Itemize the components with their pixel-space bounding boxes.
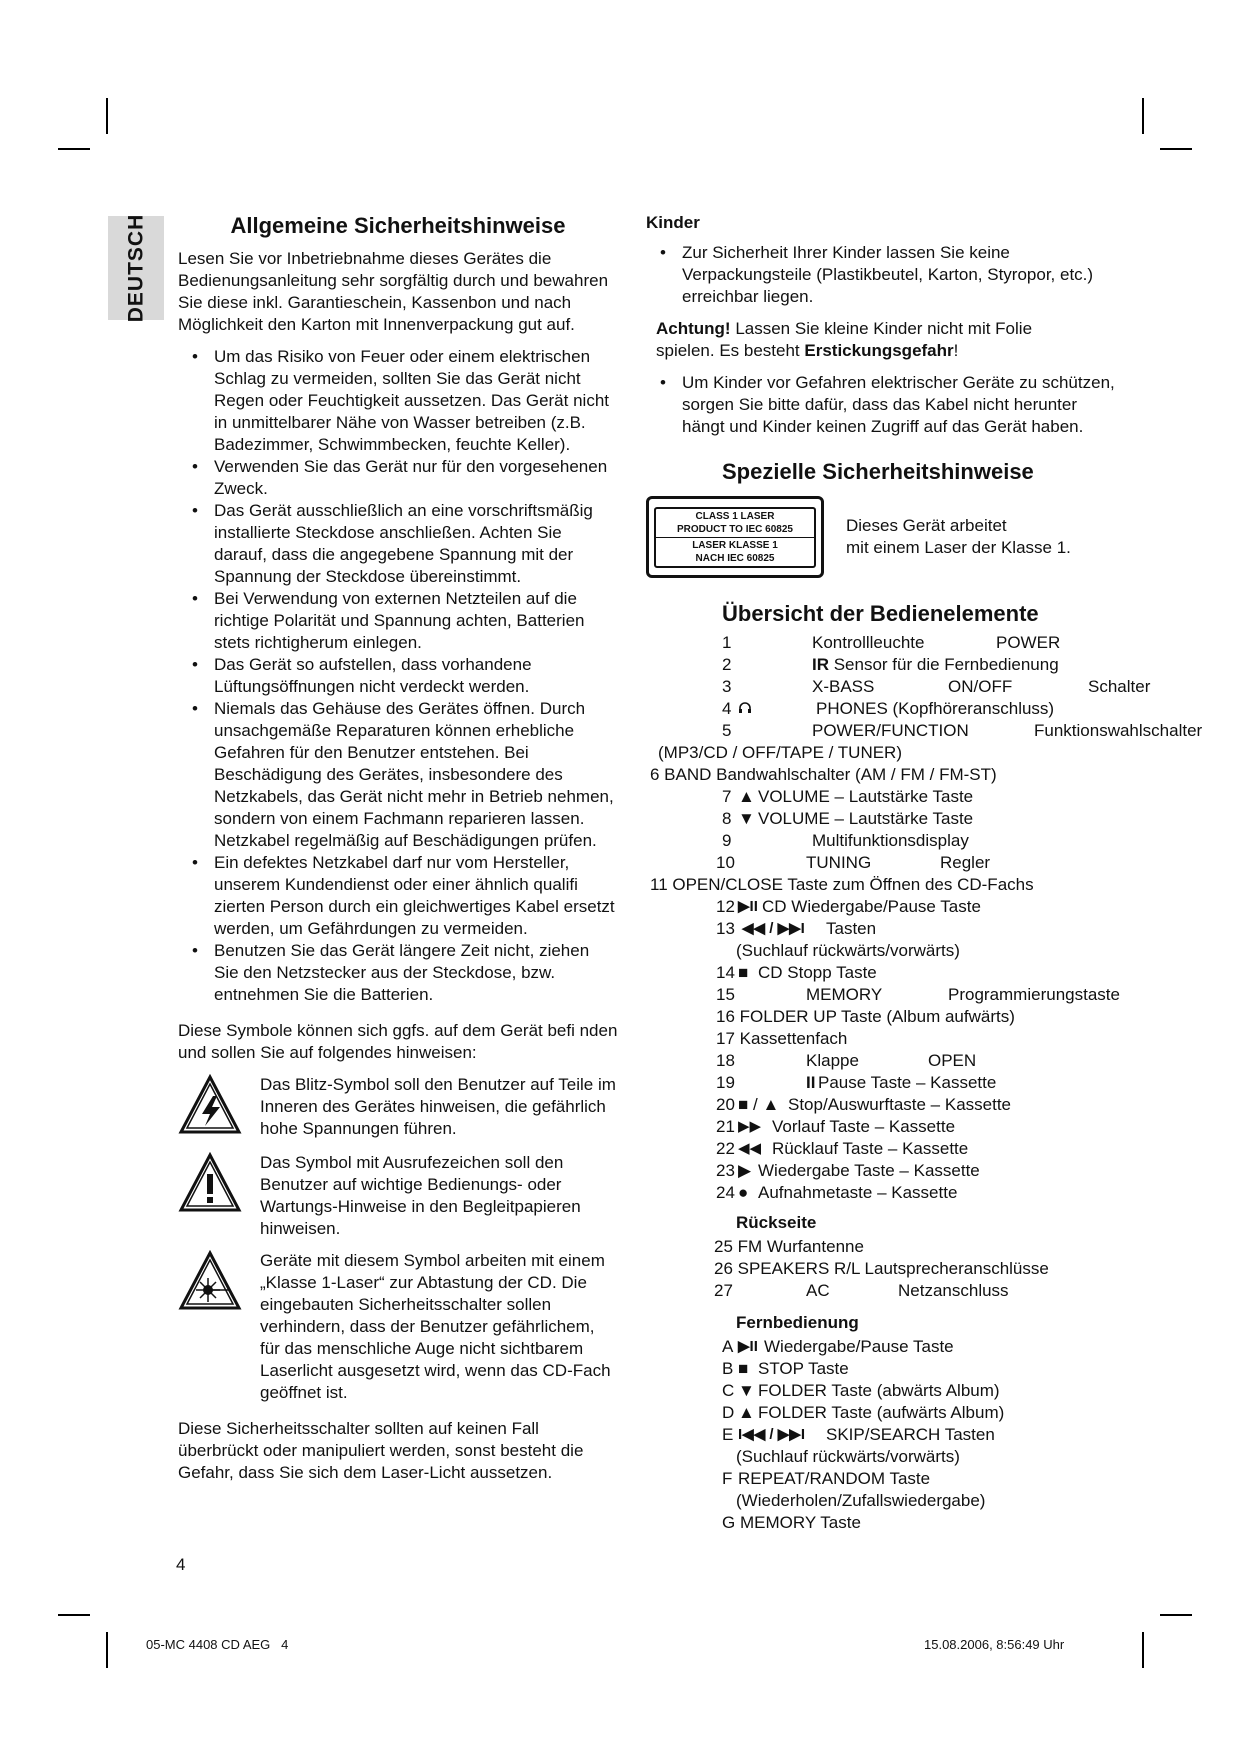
remote-letter: C <box>722 1381 735 1400</box>
rear-row: 26 SPEAKERS R/L Lautsprecheranschlüsse <box>714 1259 1049 1278</box>
laser-class-label <box>646 496 824 578</box>
crop-mark <box>1142 1632 1144 1668</box>
crop-mark <box>1142 98 1144 134</box>
exclamation-warning-icon <box>178 1152 248 1240</box>
overview-title: Übersicht der Bedienelemente <box>722 601 1039 626</box>
remote-label: FOLDER Taste (aufwärts Album) <box>758 1403 1005 1422</box>
remote-label: REPEAT/RANDOM Taste <box>738 1469 931 1488</box>
control-row: 6 BAND Bandwahlschalter (AM / FM / FM-ST) <box>650 765 997 784</box>
laser-label-line: CLASS 1 LASER <box>695 510 775 522</box>
control-number: 14 <box>716 963 735 982</box>
symbols-intro: Diese Symbole können sich ggfs. auf dem Gerät befi nden und sollen Sie auf folgendes hinweisen: <box>178 1021 618 1062</box>
right-column <box>646 212 1226 1552</box>
pause-icon: II <box>806 1073 816 1092</box>
achtung-label: Achtung! <box>656 319 731 338</box>
safety-bullet: • Bei Verwendung von externen Netzteilen auf die richtige Polarität und Spannung achten, Batterien stets richtigherum einlegen. <box>178 588 618 654</box>
control-extra: Netzanschluss <box>898 1281 1009 1300</box>
control-label: Klappe <box>806 1051 859 1070</box>
control-continuation: (Suchlauf rückwärts/vorwärts) <box>736 941 960 960</box>
crop-mark <box>58 148 90 150</box>
laser-label-line: LASER KLASSE 1 <box>692 539 778 551</box>
play-pause-icon: ▶II <box>738 1338 758 1355</box>
folder-up-icon: ▲ <box>738 1403 755 1422</box>
achtung-note <box>646 318 1086 362</box>
control-number: 27 <box>714 1281 733 1300</box>
general-safety-title: Allgemeine Sicherheitshinweise <box>230 213 566 238</box>
symbol-text: Geräte mit diesem Symbol arbeiten mit einem „Klasse 1-Laser“ zur Abtastung der CD. Die eingebauten Sicherheitsschalter sollen verhindern, dass der Benutzer gefährlichem, für das menschliche Auge nicht sichtbarem Laserlicht ausgesetzt wird, wenn das CD-Fach geöffnet ist. <box>260 1251 611 1402</box>
control-label: POWER/FUNCTION <box>812 721 969 740</box>
safety-bullet: • Ein defektes Netzkabel darf nur vom Hersteller, unserem Kundendienst oder einer ähnlich qualifi zierten Person durch ein gleichwertiges Kabel ersetzt werden, um Gefährdungen zu vermeiden. <box>178 852 618 940</box>
control-label: Kontrollleuchte <box>812 633 925 652</box>
control-label: Aufnahmetaste – Kassette <box>758 1183 958 1202</box>
control-number: 15 <box>716 985 735 1004</box>
remote-label: Wiedergabe/Pause Taste <box>764 1337 954 1356</box>
safety-bullet: • Niemals das Gehäuse des Gerätes öffnen. Durch unsachgemäße Reparaturen können erhebliche Gefahren für den Benutzer entstehen. Bei Beschädigung des Gerätes, insbesondere des Netzkabels, das Gerät nicht mehr in Betrieb nehmen, sondern von einem Fachmann reparieren lassen. Netzkabel regelmäßig auf Beschädigungen prüfen. <box>178 698 618 852</box>
volume-up-icon: ▲ <box>738 787 755 806</box>
left-column <box>178 212 618 1484</box>
control-label: TUNING <box>806 853 872 872</box>
crop-mark <box>1160 148 1192 150</box>
skip-icons: ◀◀ / ▶▶I <box>742 920 805 937</box>
symbol-row <box>178 1152 618 1240</box>
control-row: 17 Kassettenfach <box>716 1029 848 1048</box>
remote-label: SKIP/SEARCH Tasten <box>826 1425 995 1444</box>
stop-icon: ■ <box>738 1359 749 1378</box>
control-label: Vorlauf Taste – Kassette <box>772 1117 956 1136</box>
control-number: 23 <box>716 1161 735 1180</box>
control-extra: Programmierungstaste <box>948 985 1120 1004</box>
control-number: 13 <box>716 919 735 938</box>
control-continuation: (MP3/CD / OFF/TAPE / TUNER) <box>658 743 902 762</box>
language-tab-label: DEUTSCH <box>124 213 148 323</box>
laser-label-line: PRODUCT TO IEC 60825 <box>677 523 793 535</box>
ir-text: Sensor für die Fernbedienung <box>829 655 1059 674</box>
laser-warning-icon <box>178 1250 248 1404</box>
crop-mark <box>1160 1614 1192 1616</box>
control-number: 5 <box>722 721 732 740</box>
volume-down-icon: ▼ <box>738 809 755 828</box>
remote-letter: E <box>722 1425 734 1444</box>
remote-heading: Fernbedienung <box>736 1313 859 1332</box>
control-number: 2 <box>722 655 732 674</box>
play-pause-icon: ▶II <box>738 898 758 915</box>
remote-continuation: (Wiederholen/Zufallswiedergabe) <box>736 1491 986 1510</box>
kinder-heading: Kinder <box>646 213 700 232</box>
controls-list <box>646 632 1226 1552</box>
language-tab <box>108 213 164 323</box>
remote-letter: D <box>722 1403 735 1422</box>
control-label: Tasten <box>826 919 877 938</box>
safety-bullet: • Verwenden Sie das Gerät nur für den vorgesehenen Zweck. <box>178 456 618 500</box>
stop-icon: ■ <box>738 963 749 982</box>
kinder-bullet: • Um Kinder vor Gefahren elektrischer Geräte zu schützen, sorgen Sie bitte dafür, dass das Kabel nicht herunter hängt und Kinder keinen Zugriff auf das Gerät haben. <box>646 372 1122 438</box>
crop-mark <box>58 1614 90 1616</box>
remote-continuation: (Suchlauf rückwärts/vorwärts) <box>736 1447 960 1466</box>
control-number: 3 <box>722 677 732 696</box>
folder-down-icon: ▼ <box>738 1381 755 1400</box>
achtung-bold: Erstickungsgefahr <box>804 341 954 360</box>
control-number: 22 <box>716 1139 735 1158</box>
control-number: 9 <box>722 831 732 850</box>
control-label: VOLUME – Lautstärke Taste <box>758 787 974 806</box>
control-label: Pause Taste – Kassette <box>818 1073 997 1092</box>
remote-label: FOLDER Taste (abwärts Album) <box>758 1381 1000 1400</box>
remote-letter: G <box>722 1513 736 1532</box>
remote-label: MEMORY Taste <box>740 1513 861 1532</box>
control-number: 7 <box>722 787 732 806</box>
crop-mark <box>106 1632 108 1668</box>
safety-bullet: • Benutzen Sie das Gerät längere Zeit nicht, ziehen Sie den Netzstecker aus der Steckdose, bzw. entnehmen Sie die Batterien. <box>178 940 618 1006</box>
control-label: CD Wiedergabe/Pause Taste <box>762 897 981 916</box>
control-label: CD Stopp Taste <box>758 963 877 982</box>
control-number: 21 <box>716 1117 735 1136</box>
remote-letter: F <box>722 1469 733 1488</box>
lightning-warning-icon <box>178 1074 248 1142</box>
laser-label-line: NACH IEC 60825 <box>695 552 775 564</box>
laser-text-line: mit einem Laser der Klasse 1. <box>846 538 1071 557</box>
achtung-end: ! <box>953 341 959 360</box>
remote-letter: A <box>722 1337 734 1356</box>
control-label: Rücklauf Taste – Kassette <box>772 1139 969 1158</box>
control-label: MEMORY <box>806 985 883 1004</box>
control-label <box>812 654 1059 676</box>
intro-paragraph: Lesen Sie vor Inbetriebnahme dieses Gerätes die Bedienungsanleitung sehr sorgfältig durch und bewahren Sie diese inkl. Garantieschein, Kassenbon und nach Möglichkeit den Karton mit Innenverpackung gut auf. <box>178 249 609 334</box>
control-label: Wiedergabe Taste – Kassette <box>758 1161 980 1180</box>
control-number: 12 <box>716 897 735 916</box>
achtung-text: Lassen Sie kleine Kinder nicht mit Folie spielen. Es besteht <box>656 319 1033 360</box>
safety-bullet: • Das Gerät so aufstellen, dass vorhandene Lüftungsöffnungen nicht verdeckt werden. <box>178 654 618 698</box>
control-label: Stop/Auswurftaste – Kassette <box>788 1095 1012 1114</box>
headphones-icon <box>738 699 752 721</box>
record-icon: ● <box>738 1183 749 1202</box>
page-number: 4 <box>176 1555 186 1574</box>
symbol-row <box>178 1074 618 1142</box>
safety-bullet: • Das Gerät ausschließlich an eine vorschriftsmäßig installierte Steckdose anschließen. Achten Sie darauf, dass die angegebene Spannung mit der Spannung der Steckdose übereinstimmt. <box>178 500 618 588</box>
remote-label: STOP Taste <box>758 1359 849 1378</box>
ir-label: IR <box>812 655 829 674</box>
control-label: AC <box>806 1281 830 1300</box>
control-number: 24 <box>716 1183 735 1202</box>
control-number: 1 <box>722 633 732 652</box>
rear-heading: Rückseite <box>736 1213 817 1232</box>
crop-mark <box>106 98 108 134</box>
symbol-row <box>178 1250 618 1404</box>
stop-eject-icon: ■ / ▲ <box>738 1095 780 1114</box>
footer-right: 15.08.2006, 8:56:49 Uhr <box>924 1637 1065 1652</box>
laser-text <box>846 515 1071 559</box>
symbol-text: Das Symbol mit Ausrufezeichen soll den Benutzer auf wichtige Bedienungs- oder Wartungs-Hinweise in den Begleitpapieren hinweisen. <box>260 1153 581 1238</box>
control-extra: POWER <box>996 633 1061 652</box>
footer-left: 05-MC 4408 CD AEG 4 <box>146 1637 289 1652</box>
control-label: X-BASS <box>812 677 875 696</box>
laser-text-line: Dieses Gerät arbeitet <box>846 516 1007 535</box>
special-safety-title: Spezielle Sicherheitshinweise <box>722 459 1034 484</box>
control-number: 10 <box>716 853 735 872</box>
kinder-bullet: • Zur Sicherheit Ihrer Kinder lassen Sie keine Verpackungsteile (Plastikbeutel, Karton, Styropor, etc.) erreichbar liegen. <box>646 242 1122 308</box>
control-number: 18 <box>716 1051 735 1070</box>
fast-forward-icon: ▶▶ <box>738 1118 762 1135</box>
outro-paragraph: Diese Sicherheitsschalter sollten auf keinen Fall überbrückt oder manipuliert werden, sonst besteht die Gefahr, dass Sie sich dem Laser-Licht aussetzen. <box>178 1419 584 1482</box>
remote-letter: B <box>722 1359 734 1378</box>
symbol-text: Das Blitz-Symbol soll den Benutzer auf Teile im Inneren des Gerätes hinweisen, die gefährlich hohe Spannungen führen. <box>260 1075 616 1138</box>
control-extra: OPEN <box>928 1051 977 1070</box>
skip-search-icons: I◀◀ / ▶▶I <box>738 1426 805 1443</box>
control-row: 16 FOLDER UP Taste (Album aufwärts) <box>716 1007 1015 1026</box>
control-number: 4 <box>722 699 732 718</box>
rewind-icon: ◀◀ <box>738 1140 762 1157</box>
control-number: 8 <box>722 809 732 828</box>
safety-bullet-list <box>178 346 618 1006</box>
safety-bullet: • Um das Risiko von Feuer oder einem elektrischen Schlag zu vermeiden, sollten Sie das Gerät nicht Regen oder Feuchtigkeit aussetzen. Das Gerät nicht in unmittelbarer Nähe von Wasser betreiben (z.B. Badezimmer, Schwimmbecken, feuchte Keller). <box>178 346 618 456</box>
play-icon: ▶ <box>738 1161 752 1180</box>
control-extra: Funktionswahlschalter <box>1034 721 1203 740</box>
control-label: PHONES (Kopfhöreranschluss) <box>816 699 1055 718</box>
control-number: 19 <box>716 1073 735 1092</box>
control-row: 11 OPEN/CLOSE Taste zum Öffnen des CD-Fachs <box>650 875 1034 894</box>
control-label: Multifunktionsdisplay <box>812 831 969 850</box>
laser-section <box>646 496 1226 578</box>
control-number: 20 <box>716 1095 735 1114</box>
control-extra: Regler <box>940 853 991 872</box>
control-extra: Schalter <box>1088 677 1151 696</box>
control-label: VOLUME – Lautstärke Taste <box>758 809 974 828</box>
rear-row: 25 FM Wurfantenne <box>714 1237 864 1256</box>
control-extra: ON/OFF <box>948 677 1013 696</box>
